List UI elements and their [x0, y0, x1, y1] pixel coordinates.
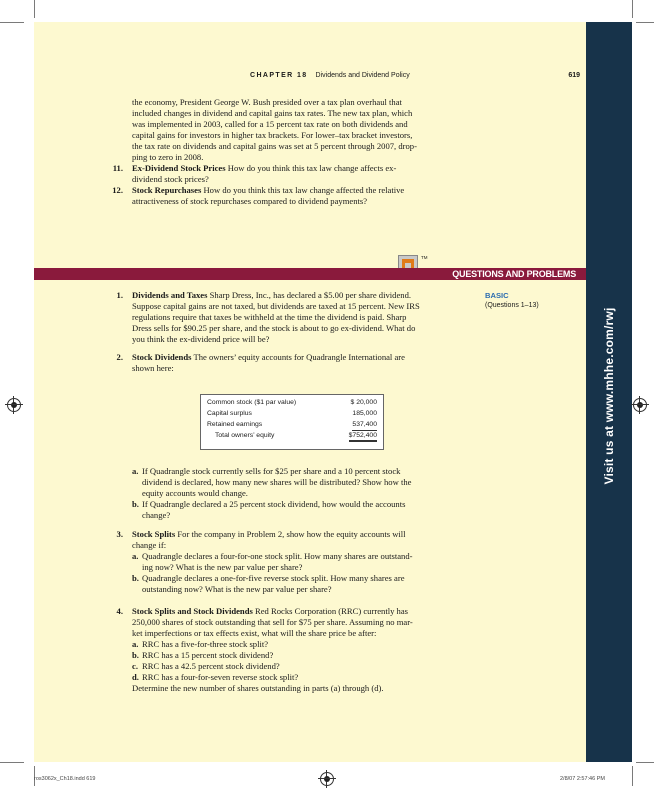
intro-paragraph — [132, 97, 492, 163]
text-line: ping to zero in 2008. — [132, 152, 204, 162]
problem-number: 4. — [116, 606, 123, 616]
subpart-letter: b. — [132, 499, 139, 509]
text-line: outstanding now? What is the new par value per share? — [142, 584, 332, 594]
text-line: capital gains for investors in higher tax brackets. For lower–tax bracket investors, — [132, 130, 413, 140]
table-row — [207, 398, 377, 408]
problem-2-subparts — [132, 466, 484, 521]
subpart-letter: b. — [132, 573, 139, 583]
crop-mark — [34, 0, 35, 18]
table-row — [207, 420, 377, 430]
basic-label: BASIC — [485, 291, 509, 300]
registration-mark-icon — [7, 398, 21, 412]
concept-question-12 — [109, 185, 493, 207]
row-value: $ 20,000 — [350, 399, 377, 406]
text-line: dividend stock prices? — [132, 174, 209, 184]
table-row-total — [207, 431, 377, 441]
text-line: How do you think this tax law change affects ex- — [227, 163, 397, 173]
chapter-title: Dividends and Dividend Policy — [315, 72, 410, 79]
crop-mark — [632, 0, 633, 18]
text-line: 250,000 shares of stock outstanding that sell for $75 per share. Assuming no mar- — [132, 617, 413, 627]
text-line: was implemented in 2003, called for a 15 percent tax rate on both dividends and — [132, 119, 408, 129]
page-number: 619 — [568, 72, 580, 79]
text-line: change if: — [132, 540, 167, 550]
basic-margin-note — [485, 291, 539, 309]
problem-title: Stock Splits — [132, 529, 176, 539]
subpart-a — [132, 551, 484, 573]
problem-4 — [109, 606, 484, 694]
trademark-symbol: TM — [421, 255, 428, 260]
subpart-b — [132, 499, 484, 521]
problem-title: Stock Splits and Stock Dividends — [132, 606, 253, 616]
equity-table — [200, 394, 384, 450]
row-label: Common stock ($1 par value) — [207, 399, 297, 406]
subpart-d — [132, 672, 484, 683]
text-line: the tax rate on dividends and capital gains was set at 5 percent through 2007, drop- — [132, 141, 417, 151]
text-line: If Quadrangle stock currently sells for $25 per share and a 10 percent stock — [142, 466, 401, 476]
text-line: The owners’ equity accounts for Quadrangle International are — [193, 352, 405, 362]
question-number: 11. — [112, 163, 123, 173]
sidebar-website-text: Visit us at www.mhhe.com/rwj — [602, 307, 616, 485]
question-number: 12. — [112, 185, 123, 195]
text-line: Red Rocks Corporation (RRC) currently has — [255, 606, 408, 616]
text-line: dividend is declared, how many new shares will be distributed? Show how the — [142, 477, 412, 487]
subpart-letter: c. — [132, 661, 138, 671]
subpart-b — [132, 573, 484, 595]
text-line: Sharp Dress, Inc., has declared a $5.00 per share dividend. — [209, 290, 412, 300]
subpart-c — [132, 661, 484, 672]
crop-mark — [0, 762, 24, 763]
crop-mark — [632, 766, 633, 786]
text-line: RRC has a 15 percent stock dividend? — [142, 650, 274, 660]
text-line: equity accounts would change. — [142, 488, 248, 498]
basic-question-range: (Questions 1–13) — [485, 302, 539, 309]
problem-title: Dividends and Taxes — [132, 290, 208, 300]
print-slug-file: ros3062x_Ch18.indd 619 — [34, 776, 96, 782]
text-line: RRC has a five-for-three stock split? — [142, 639, 269, 649]
text-line: included changes in dividend and capital gains tax rates. The new tax plan, which — [132, 108, 413, 118]
text-line: shown here: — [132, 363, 174, 373]
text-line: RRC has a four-for-seven reverse stock split? — [142, 672, 299, 682]
subpart-letter: d. — [132, 672, 139, 682]
text-line: regulations require that taxes be withheld at the time the dividend is paid. Sharp — [132, 312, 407, 322]
subpart-letter: a. — [132, 466, 139, 476]
subpart-letter: a. — [132, 639, 139, 649]
subpart-b — [132, 650, 484, 661]
print-slug-timestamp: 2/8/07 2:57:46 PM — [560, 776, 605, 782]
text-line: RRC has a 42.5 percent stock dividend? — [142, 661, 280, 671]
section-title: QUESTIONS AND PROBLEMS — [452, 269, 576, 279]
text-line: change? — [142, 510, 171, 520]
text-line: Suppose capital gains are not taxed, but dividends are taxed at 15 percent. New IRS — [132, 301, 420, 311]
crop-mark — [0, 22, 24, 23]
crop-mark — [636, 762, 654, 763]
text-line: ing now? What is the new par value per share? — [142, 562, 303, 572]
table-row — [207, 409, 377, 419]
problem-number: 3. — [116, 529, 123, 539]
problem-number: 1. — [116, 290, 123, 300]
text-line: Dress sells for $90.25 per share, and the stock is about to go ex-dividend. What do — [132, 323, 416, 333]
text-line: Quadrangle declares a four-for-one stock split. How many shares are outstand- — [142, 551, 413, 561]
question-title: Stock Repurchases — [132, 185, 202, 195]
text-line: you think the ex-dividend price will be? — [132, 334, 270, 344]
subpart-letter: a. — [132, 551, 139, 561]
problem-3 — [109, 529, 484, 595]
text-line: How do you think this tax law change affected the relative — [203, 185, 405, 195]
row-value: 185,000 — [352, 410, 377, 417]
registration-mark-icon — [320, 772, 334, 786]
subpart-letter: b. — [132, 650, 139, 660]
registration-mark-icon — [633, 398, 647, 412]
subpart-a — [132, 466, 484, 499]
row-value: $752,400 — [349, 431, 377, 442]
problem-number: 2. — [116, 352, 123, 362]
text-line: If Quadrangle declared a 25 percent stock dividend, how would the accounts — [142, 499, 406, 509]
row-value: 537,400 — [352, 420, 377, 431]
concept-question-11 — [109, 163, 493, 185]
subpart-a — [132, 639, 484, 650]
text-line: For the company in Problem 2, show how the equity accounts will — [177, 529, 406, 539]
question-title: Ex-Dividend Stock Prices — [132, 163, 226, 173]
text-line: the economy, President George W. Bush presided over a tax plan overhaul that — [132, 97, 402, 107]
row-label: Capital surplus — [207, 410, 252, 417]
crop-mark — [636, 22, 654, 23]
problem-2 — [109, 352, 481, 374]
problem-1 — [109, 290, 481, 345]
chapter-label: CHAPTER 18 — [250, 72, 308, 79]
text-line: Quadrangle declares a one-for-five reverse stock split. How many shares are — [142, 573, 405, 583]
running-header — [250, 72, 580, 79]
text-line: attractiveness of stock repurchases compared to dividend payments? — [132, 196, 368, 206]
problem-title: Stock Dividends — [132, 352, 192, 362]
text-line: Determine the new number of shares outstanding in parts (a) through (d). — [132, 683, 384, 693]
row-label: Retained earnings — [207, 421, 263, 428]
row-label: Total owners’ equity — [215, 432, 275, 439]
section-heading-bar — [34, 268, 586, 280]
text-line: ket imperfections or tax effects exist, what will the share price be after: — [132, 628, 377, 638]
